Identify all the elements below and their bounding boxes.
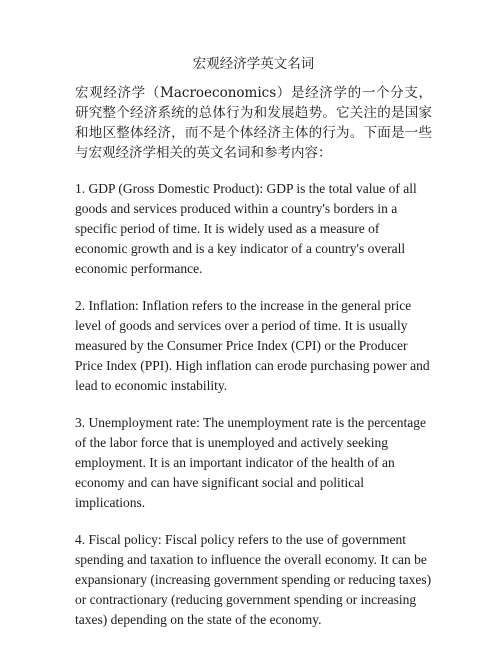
term-inflation-paragraph: 2. Inflation: Inflation refers to the increase in the general price level of goods and services over a period of time. It is usually measured by the Consumer Price Index (CPI) or the Producer Price Index (PPI). High inflation can erode purchasing power and lead to economic instability. xyxy=(75,298,430,393)
term-unemployment-paragraph: 3. Unemployment rate: The unemployment rate is the percentage of the labor force that is unemployed and actively seeking employment. It is an important indicator of the health of an economy and can have significant social and political implications. xyxy=(75,415,427,510)
document-page xyxy=(75,54,432,647)
document-title: 宏观经济学英文名词 xyxy=(192,56,315,72)
term-fiscal-policy-paragraph: 4. Fiscal policy: Fiscal policy refers to the use of government spending and taxation to influence the overall economy. It can be expansionary (increasing government spending or reducing taxes) or contractionary (reducing government spending or increasing taxes) depending on the state of the economy. xyxy=(75,532,432,627)
intro-paragraph: 宏观经济学（Macroeconomics）是经济学的一个分支，研究整个经济系统的总体行为和发展趋势。它关注的是国家和地区整体经济，而不是个体经济主体的行为。下面是一些与宏观经济学相关的英文名词和参考内容： xyxy=(75,85,432,161)
term-gdp-paragraph: 1. GDP (Gross Domestic Product): GDP is the total value of all goods and services produced within a country's borders in a specific period of time. It is widely used as a measure of economic growth and is a key indicator of a country's overall economic performance. xyxy=(75,181,417,276)
